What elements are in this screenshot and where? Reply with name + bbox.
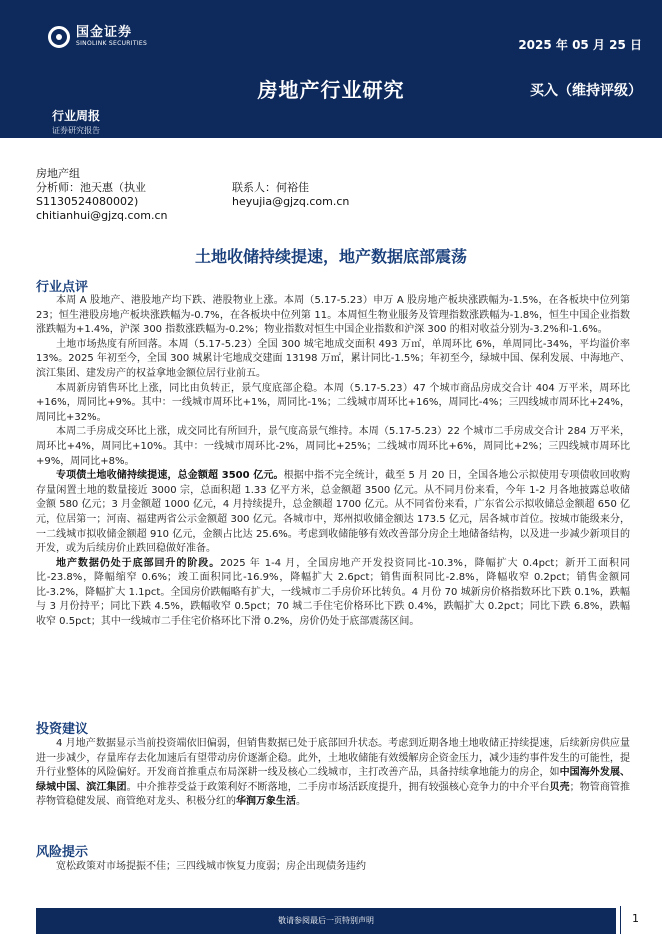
advice-text: 4 月地产数据显示当前投资端依旧偏弱，但销售数据已处于底部回升状态。考虑到近期各地土地收储正持续提速，后续新房供应量进一步减少，存量库存去化加速后有望带动房价逐渐企稳。此外，土地收储能有效缓解房企资金压力，减少违约事件发生的可能性，提升行业整体的风险偏好。开发商首推重点布局深耕一线及核心二线城市，主打改善产品，具备持续拿地能力的房企，如 (36, 738, 630, 779)
logo-mark-icon (48, 26, 70, 48)
analyst-name: 分析师：池天惠（执业 (36, 181, 146, 194)
logo-name-cn: 国金证券 (76, 25, 133, 40)
advice-stock-picks: 华润万象生活 (236, 796, 296, 808)
report-type: 证券研究报告 (52, 126, 100, 135)
advice-body (36, 737, 630, 810)
company-logo (48, 26, 147, 48)
advice-paragraph (36, 737, 630, 810)
footer-bar (36, 908, 616, 934)
report-header (0, 0, 662, 138)
rating-badge: 买入（维持评级） (530, 83, 642, 99)
advice-text: ；物管商管推荐物管稳健发展、商管绝对龙头、积极分红的 (36, 781, 631, 808)
author-group: 房地产组 (36, 167, 80, 180)
review-body (36, 294, 630, 630)
risk-body (36, 860, 630, 875)
contact-email[interactable]: heyujia@gjzq.com.cn (232, 195, 350, 208)
report-kind: 行业周报 (52, 109, 101, 123)
analyst-email[interactable]: chitianhui@gjzq.com.cn (36, 209, 168, 222)
review-paragraph (36, 557, 630, 630)
advice-stock-picks: 中国海外发展、绿城中国、滨江集团 (36, 767, 631, 793)
report-date: 2025 年 05 月 25 日 (518, 38, 642, 52)
review-paragraph: 土地市场热度有所回落。本周（5.17-5.23）全国 300 城宅地成交面积 493 万㎡，单周环比 6%，单周同比-34%，平均溢价率 13%。2025 年初至今，全国 300 城累计宅地成交建面 13198 万㎡，累计同比-1.5%；年初至今，绿城中国、保利发展、中海地产、滨江集团、建发房产的权益拿地金额位居行业前五。 (36, 338, 630, 379)
advice-text: 。中介推荐受益于政策利好不断落地，二手房市场活跃度提升，拥有较强核心竞争力的中介平台 (126, 781, 550, 793)
page-number: 1 (632, 912, 639, 925)
advice-stock-picks: 贝壳 (549, 781, 570, 793)
author-block (36, 167, 349, 223)
section-title-risk: 风险提示 (36, 845, 89, 860)
advice-text: 。 (296, 796, 306, 808)
review-paragraph: 本周新房销售环比上涨，同比由负转正，景气度底部企稳。本周（5.17-5.23）47 个城市商品房成交合计 404 万平米，周环比+16%，周同比+9%。其中：一线城市周环比+1%，周同比-1%；二线城市周环比+16%，周同比-4%；三四线城市周环比+24%，周同比+32%。 (36, 382, 630, 423)
review-highlight: 地产数据仍处于底部回升的阶段。 (56, 557, 221, 569)
footer-disclaimer[interactable]: 敬请参阅最后一页特别声明 (278, 916, 374, 925)
review-paragraph (36, 469, 630, 557)
review-text: 2025 年 1-4 月，全国房地产开发投资同比-10.3%，降幅扩大 0.4pct；新开工面积同比-23.8%，降幅缩窄 0.6%；竣工面积同比-16.9%，降幅扩大 2.6pct；销售面积同比-2.8%，降幅收窄 0.2pct；销售金额同比-3.2%，降幅扩大 1.1pct。全国房价跌幅略有扩大，一线城市二手房价环比转负。4 月份 70 城新房价格指数环比下跌 0.1%，跌幅与 3 月份持平；同比下跌 4.5%，跌幅收窄 0.5pct；70 城二手住宅价格环比下跌 0.4%，跌幅扩大 0.2pct；同比下跌 6.8%，跌幅收窄 0.5pct；其中一线城市二手住宅价格环比下滑 0.2%，房价仍处于底部震荡区间。 (36, 557, 631, 628)
review-paragraph: 本周 A 股地产、港股地产均下跌、港股物业上涨。本周（5.17-5.23）申万 A 股房地产板块涨跌幅为-1.5%，在各板块中位列第 23；恒生港股房地产板块涨跌幅为-0.7%，在各板块中位列第 11。本周恒生物业服务及管理指数涨跌幅为-1.8%，恒生中国企业指数涨跌幅为+1.4%，沪深 300 指数涨跌幅为-0.2%；物业指数对恒生中国企业指数和沪深 300 的相对收益分别为-3.2%和-1.6%。 (36, 295, 630, 336)
risk-paragraph: 宽松政策对市场提振不佳；三四线城市恢复力度弱；房企出现债务违约 (56, 861, 366, 872)
footer-divider (620, 906, 621, 934)
report-title: 房地产行业研究 (257, 78, 405, 102)
logo-name-en: SINOLINK SECURITIES (76, 40, 148, 47)
analyst-cert: S1130524080002) (36, 195, 139, 208)
review-highlight: 专项债土地收储持续提速，总金额超 3500 亿元。 (56, 470, 284, 482)
section-title-review: 行业点评 (36, 280, 89, 295)
section-title-advice: 投资建议 (36, 722, 89, 737)
review-paragraph: 本周二手房成交环比上涨，成交同比有所回升，景气度高景气维持。本周（5.17-5.23）22 个城市二手房成交合计 284 万平米，周环比+4%，周同比+10%。其中：一线城市周环比-2%，周同比+25%；二线城市周环比+6%，周同比+2%；三四线城市周环比+9%，周同比+8%。 (36, 426, 630, 467)
review-text: 根据中指不完全统计，截至 5 月 20 日，全国各地公示拟使用专项债收回收购存量闲置土地的数量接近 3000 宗，总面积超 1.33 亿平方米，总金额超 3500 亿元。从不同月份来看，今年 1-2 月各地披露总收储金额 580 亿元；3 月金额超 1000 亿元，4 月持续提升，总金额超 1700 亿元。从不同省份来看，广东省公示拟收储总金额超 650 亿元，位居第一；河南、福建两省公示金额超 300 亿元。各城市中，郑州拟收储金额达 173.5 亿元，居各城市首位。按城市能级来分，一二线城市拟收储金额超 910 亿元，金额占比达 25.6%。考虑到收储能够有效改善部分房企土地储备结构，以及进一步减少新项目的开发，或为后续房价止跌回稳做好准备。 (36, 470, 630, 555)
contact-name: 联系人：何裕佳 (232, 181, 309, 194)
report-headline: 土地收储持续提速，地产数据底部震荡 (194, 247, 467, 266)
